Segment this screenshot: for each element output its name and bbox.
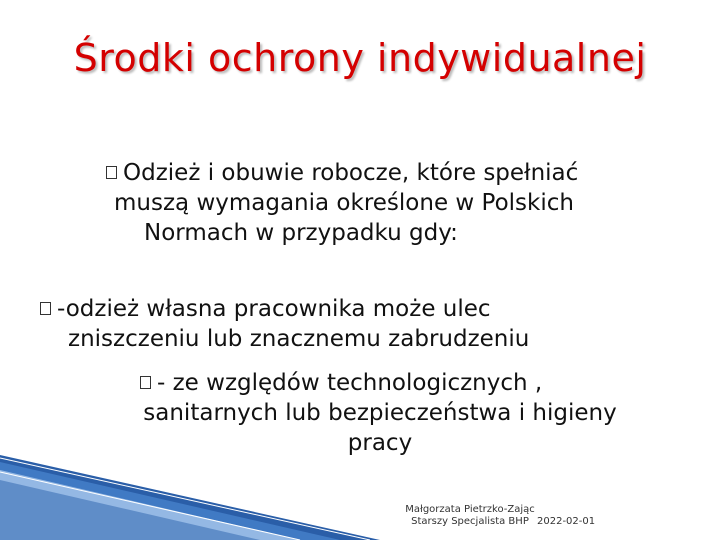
paragraph-3: [100, 368, 660, 458]
paragraph-2-line-1: [40, 294, 680, 324]
paragraph-3-line-1-text: - ze względów technologicznych ,: [157, 370, 543, 396]
paragraph-3-line-1: [100, 368, 660, 398]
paragraph-2-line-2: zniszczeniu lub znacznemu zabrudzeniu: [68, 326, 530, 352]
paragraph-3-line-3: pracy: [347, 430, 413, 456]
footer-author: [390, 504, 550, 528]
footer-date: 2022-02-01: [537, 516, 596, 527]
paragraph-1-line-1: [100, 158, 660, 188]
bullet-box-icon: [140, 376, 151, 389]
paragraph-2-line-1-text: -odzież własna pracownika może ulec: [57, 296, 491, 322]
footer-author-role: Starszy Specjalista BHP: [411, 516, 529, 527]
paragraph-2: [40, 294, 680, 354]
footer-author-name: Małgorzata Pietrzko-Zając: [405, 504, 535, 515]
paragraph-1: [100, 158, 660, 248]
paragraph-1-line-2: muszą wymagania określone w Polskich: [114, 190, 574, 216]
paragraph-1-line-3: Normach w przypadku gdy:: [144, 220, 458, 246]
slide-title: Środki ochrony indywidualnej: [73, 36, 647, 80]
bullet-box-icon: [106, 166, 117, 179]
paragraph-3-line-2: sanitarnych lub bezpieczeństwa i higieny: [143, 400, 617, 426]
paragraph-1-line-1-text: Odzież i obuwie robocze, które spełniać: [123, 160, 579, 186]
bullet-box-icon: [40, 302, 51, 315]
